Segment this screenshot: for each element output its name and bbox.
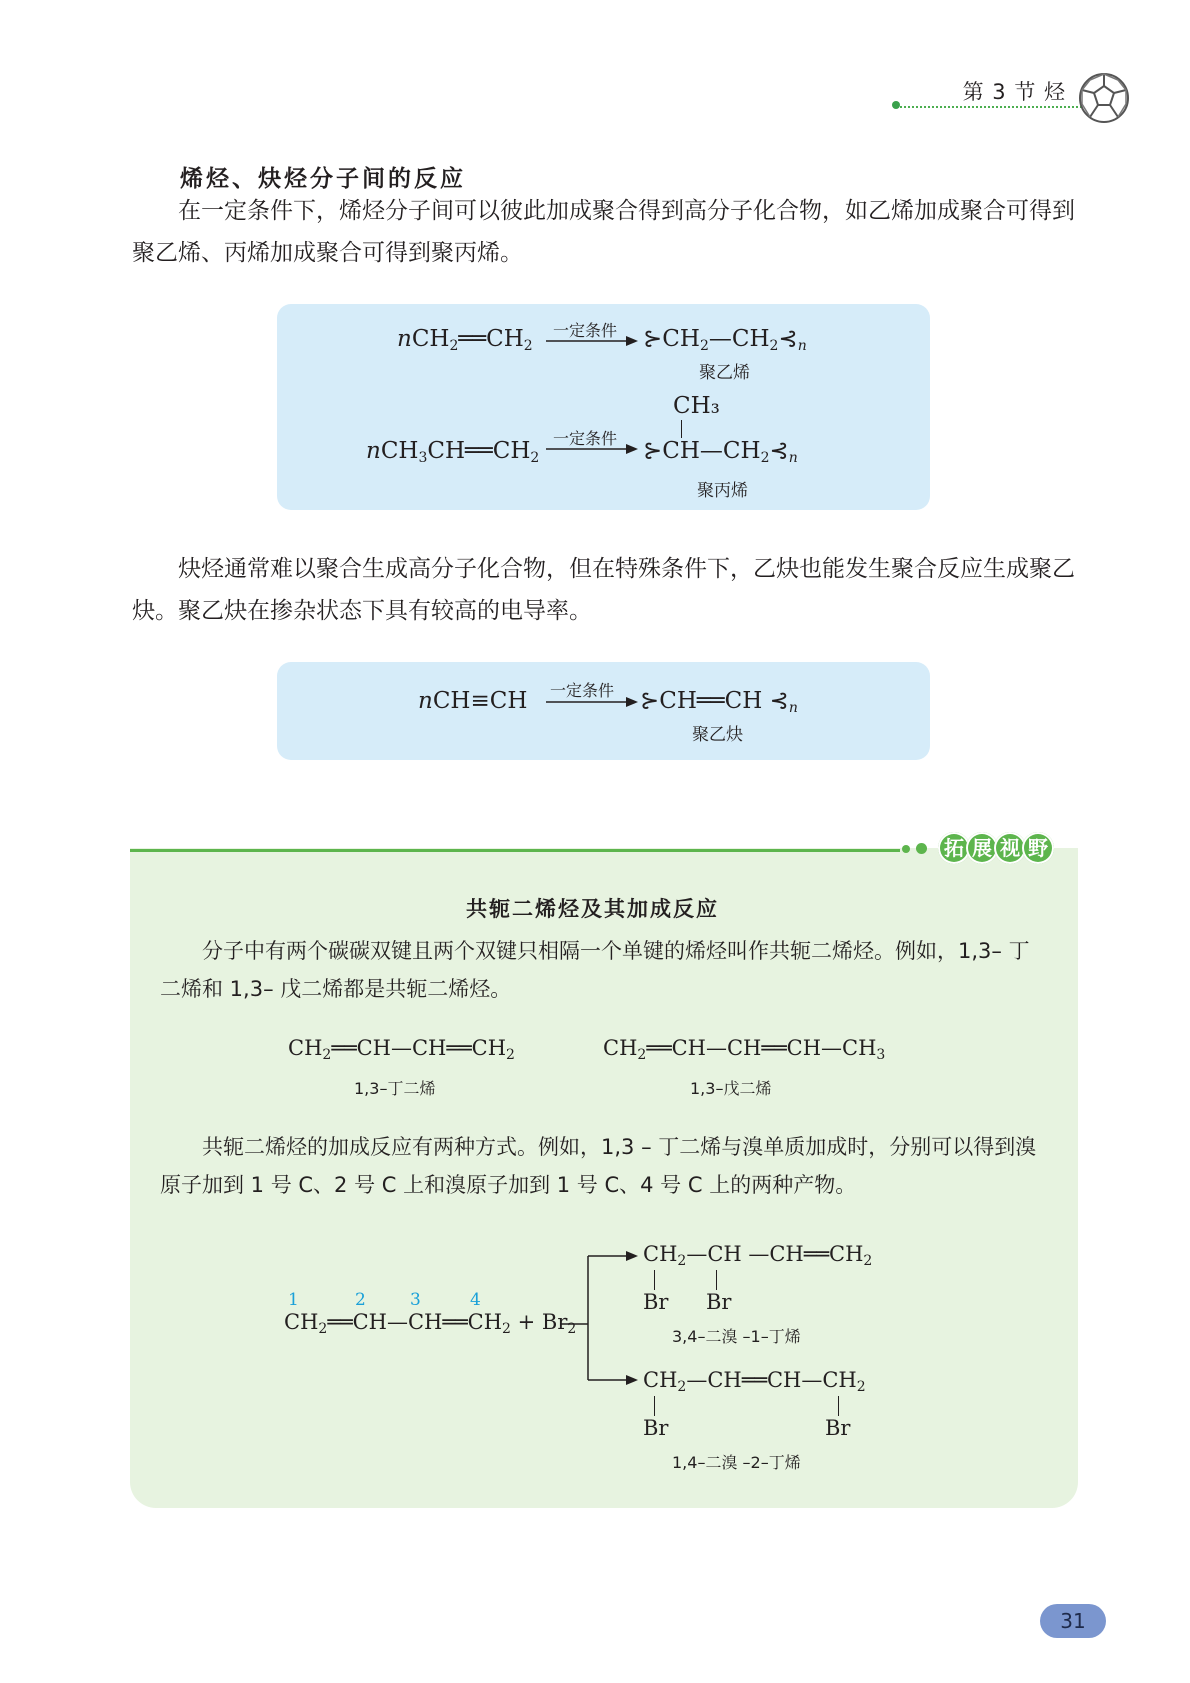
extension-badge <box>942 832 1054 864</box>
bromine-atom: Br <box>643 1416 669 1440</box>
branch-bond <box>681 420 682 438</box>
product1-formula: $CH_2—CH$ $—CH══CH_2$ <box>643 1242 873 1269</box>
section-heading: 烯烃、炔烃分子间的反应 <box>180 165 466 192</box>
product2-label: 1,4–二溴 –2–丁烯 <box>672 1453 801 1472</box>
bond-line <box>716 1270 717 1290</box>
methyl-branch: CH₃ <box>673 393 720 419</box>
paragraph-alkyne-polymerization: 炔烃通常难以聚合生成高分子化合物，但在特殊条件下，乙炔也能发生聚合反应生成聚乙炔。聚乙炔在掺杂状态下具有较高的电导率。 <box>132 556 1075 624</box>
paragraph-alkene-polymerization: 在一定条件下，烯烃分子间可以彼此加成聚合得到高分子化合物，如乙烯加成聚合可得到聚乙烯、丙烯加成聚合可得到聚丙烯。 <box>132 198 1075 266</box>
branching-arrows-icon <box>560 1250 640 1390</box>
carbon-number: 2 <box>355 1290 366 1310</box>
butadiene-formula: $CH_2══CH—CH══CH_2$ <box>288 1036 515 1063</box>
polyacetylene-label: 聚乙炔 <box>692 725 743 745</box>
header-dot <box>892 101 900 109</box>
bond-line <box>654 1270 655 1290</box>
extension-top-rule <box>130 849 900 852</box>
pentadiene-label: 1,3–戊二烯 <box>690 1079 772 1098</box>
carbon-number: 3 <box>410 1290 421 1310</box>
badge-char: 视 <box>994 832 1026 864</box>
polyacetylene-formula-box <box>277 662 930 760</box>
badge-dot <box>916 843 927 854</box>
product2-formula: $CH_2—CH══CH—CH_2$ <box>643 1368 866 1395</box>
bromine-atom: Br <box>706 1290 732 1314</box>
badge-dot <box>902 845 910 853</box>
ethylene-reactant: $nCH_2══CH_2$ <box>397 326 533 354</box>
carbon-number: 4 <box>470 1290 481 1310</box>
header-dotted-rule <box>896 106 1082 108</box>
polypropylene-product: $⊱CH—CH_2⊰_n$ <box>643 438 798 466</box>
reaction-condition: 一定条件 <box>550 681 615 700</box>
page-number: 31 <box>1060 1609 1086 1633</box>
polyethylene-label: 聚乙烯 <box>699 363 750 383</box>
polypropylene-label: 聚丙烯 <box>697 481 748 501</box>
badge-char: 拓 <box>938 832 970 864</box>
section-header: 第 3 节 烃 <box>962 80 1066 104</box>
bond-line <box>654 1396 655 1416</box>
reaction-condition: 一定条件 <box>553 429 618 448</box>
butadiene-label: 1,3–丁二烯 <box>354 1079 436 1098</box>
bromine-atom: Br <box>643 1290 669 1314</box>
extension-title: 共轭二烯烃及其加成反应 <box>466 896 719 921</box>
polyethylene-product: $⊱CH_2—CH_2⊰_n$ <box>643 326 807 354</box>
paragraph-conjugated-dienes: 分子中有两个碳碳双键且两个双键只相隔一个单键的烯烃叫作共轭二烯烃。例如，1,3– 丁二烯和 1,3– 戊二烯都是共轭二烯烃。 <box>160 939 1030 1001</box>
paragraph-addition-modes: 共轭二烯烃的加成反应有两种方式。例如，1,3 – 丁二烯与溴单质加成时，分别可以得到溴原子加到 1 号 C、2 号 C 上和溴原子加到 1 号 C、4 号 C 上的两种产物。 <box>160 1135 1037 1197</box>
reaction-condition: 一定条件 <box>553 321 618 340</box>
propylene-reactant: $nCH_3CH══CH_2$ <box>366 438 540 466</box>
pentadiene-formula: $CH_2══CH—CH══CH—CH_3$ <box>603 1036 886 1063</box>
butadiene-reactant: $CH_2══CH—CH══CH_2 + Br_2$ <box>284 1310 577 1337</box>
bromine-atom: Br <box>825 1416 851 1440</box>
product1-label: 3,4–二溴 –1–丁烯 <box>672 1327 801 1346</box>
reaction-arrow-icon <box>546 334 638 348</box>
carbon-number: 1 <box>288 1290 299 1310</box>
fullerene-ball-icon <box>1078 72 1130 124</box>
reaction-arrow-icon <box>546 695 638 709</box>
badge-char: 野 <box>1022 832 1054 864</box>
badge-char: 展 <box>966 832 998 864</box>
acetylene-reactant: nCH≡CH <box>418 688 528 714</box>
bond-line <box>838 1396 839 1416</box>
polyacetylene-product: ⊱CH══CH $⊰_n$ <box>640 688 798 716</box>
reaction-arrow-icon <box>546 442 638 456</box>
